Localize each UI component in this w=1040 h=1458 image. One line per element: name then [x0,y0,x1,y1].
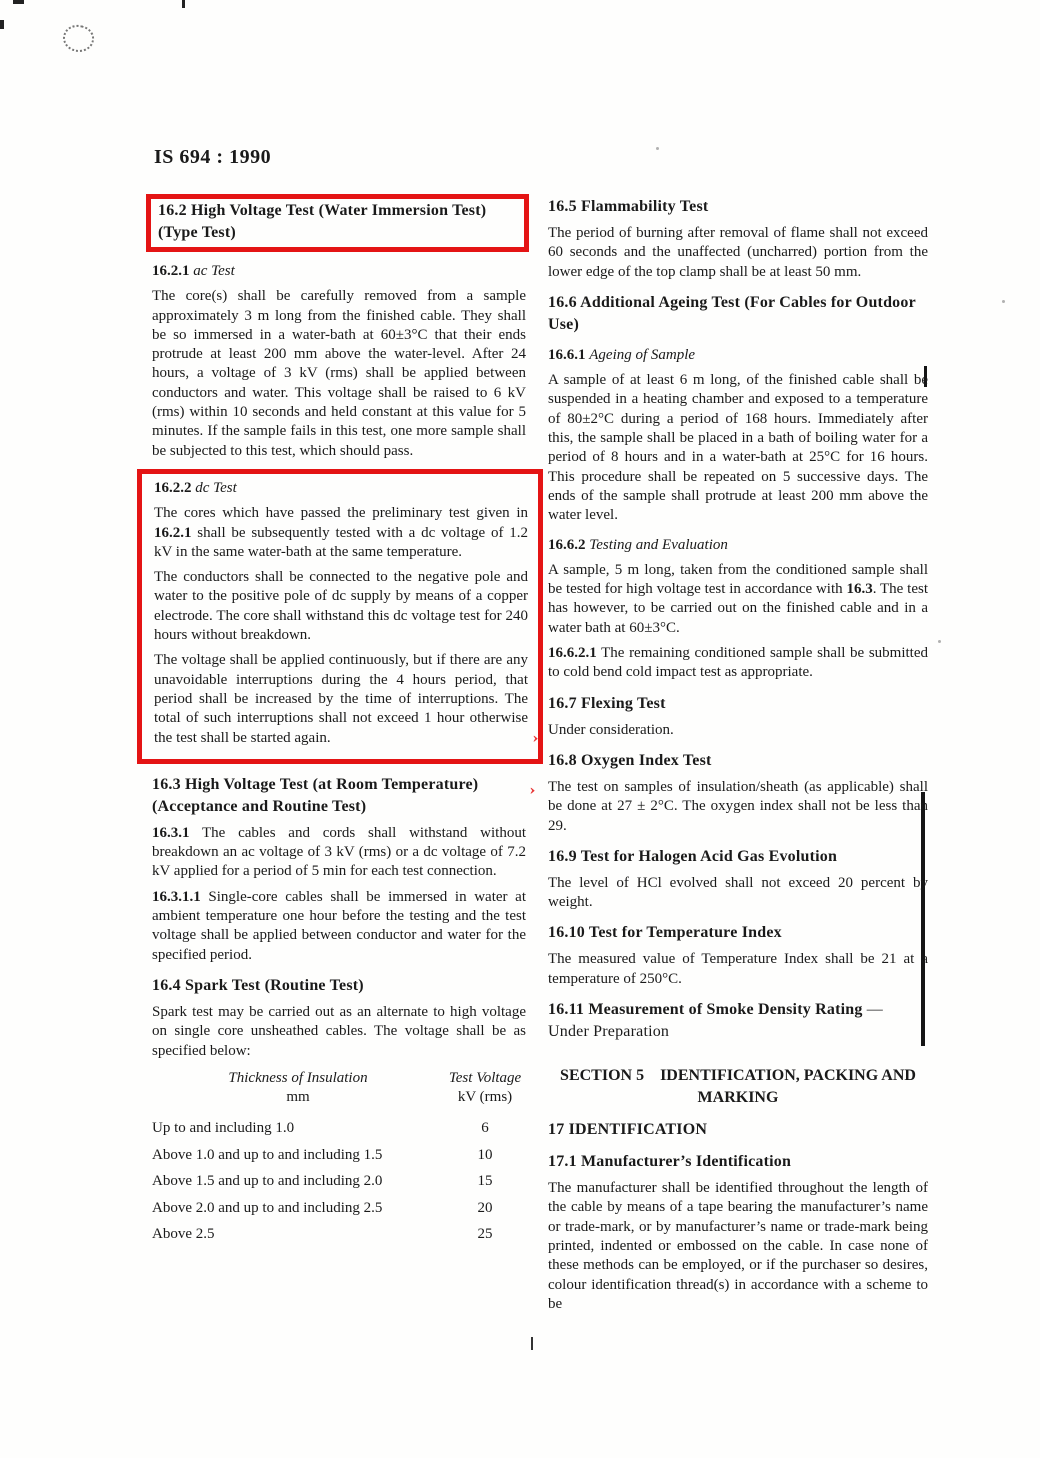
table-row [152,1115,526,1142]
highlight-box-16-2-2 [137,469,543,764]
paragraph-16-6-2 [548,561,928,638]
row-range: Up to and including 1.0 [152,1120,295,1137]
text-run: The cables and cords shall withstand without breakdown an ac voltage of 3 kV (rms) or a dc voltage of 7.2 kV applied for a period of 5 min for each test connection. [152,824,526,880]
heading-16-2-2 [154,479,528,498]
clause-number: 16.6.1 [548,346,586,363]
heading-17: 17 IDENTIFICATION [548,1121,708,1139]
heading-16-3: 16.3 High Voltage Test (at Room Temperature) (Acceptance and Routine Test) [152,775,479,815]
clause-ref: 16.3 [846,581,873,598]
row-range: Above 1.5 and up to and including 2.0 [152,1173,383,1190]
clause-number: 16.6.2 [548,536,586,553]
clause-title: dc Test [195,479,237,496]
red-pen-mark: › [532,730,539,746]
spark-test-voltage-table [152,1069,526,1248]
row-voltage: 25 [477,1226,493,1243]
scan-artifact-mark [0,20,4,29]
right-column [548,192,928,1320]
heading-16-4: 16.4 Spark Test (Routine Test) [152,976,364,994]
paragraph-16-2-2-p2: The conductors shall be connected to the negative pole and water to the positive pole of dc supply by means of a copper electrode. The core shall withstand this dc voltage test for 240 hours without breakdown. [154,569,528,644]
heading-16-2-1 [152,262,526,281]
text-run: Single-core cables shall be immersed in water at ambient temperature one hour before the testing and the test voltage shall be applied between conductor and water for the specified period. [152,888,526,963]
table-header [152,1069,526,1108]
clause-number: 16.6.2.1 [548,645,597,662]
paragraph-16-2-2-p3: The voltage shall be applied continuously, but if there are any unavoidable interruptions during the 4 hours period, that period shall be increased by the time of interruptions. The total of such interruptions shall not exceed 1 hour otherwise the test shall be started again. [154,652,528,746]
heading-normal-part: — Under Preparation [548,1001,883,1041]
paragraph-16-10: The measured value of Temperature Index shall be 21 at a temperature of 250°C. [548,951,928,987]
heading-16-6-2 [548,536,928,555]
clause-title: Ageing of Sample [589,346,696,363]
paragraph-16-3-1 [152,824,526,882]
paragraph-16-2-1: The core(s) shall be carefully removed from a sample approximately 3 m long from the finished cable. They shall be so immersed in a water-bath at 60±3°C that their ends protrude at least 200 mm above the water-level. After 24 hours, a voltage of 3 kV (rms) shall be applied between conductors and water. This voltage shall be raised to 6 kV (rms) within 10 seconds and held constant at this value for 5 minutes. If the sample fails in this test, one more sample shall be subjected to this test, which should pass. [152,288,526,459]
text-run: The cores which have passed the preliminary test given in [154,505,528,522]
paragraph-16-2-2-p1 [154,504,528,562]
scan-speck [938,640,941,643]
scan-artifact-mark [182,0,185,8]
left-column [152,192,526,1248]
heading-16-6-1 [548,346,928,365]
paragraph-16-3-1-1 [152,888,526,965]
heading-16-9: 16.9 Test for Halogen Acid Gas Evolution [548,847,838,865]
table-row [152,1195,526,1222]
scan-speck [656,147,659,150]
paragraph-16-4: Spark test may be carried out as an alternate to high voltage on single core unsheathed cables. The voltage shall be as specified below: [152,1003,526,1059]
clause-number: 16.2.2 [154,479,192,496]
row-voltage: 20 [477,1199,493,1216]
column-unit: mm [286,1089,310,1106]
clause-title: Testing and Evaluation [589,536,728,553]
heading-16-11 [548,999,928,1043]
column-title: Thickness of Insulation [228,1069,368,1086]
red-pen-mark: › [529,782,536,798]
paragraph-16-7: Under consideration. [548,721,674,738]
row-range: Above 2.0 and up to and including 2.5 [152,1199,383,1216]
section-label: SECTION 5 [560,1067,645,1085]
paragraph-16-6-1: A sample of at least 6 m long, of the finished cable shall be suspended in a heating chamber and exposed to a temperature of 80±2°C during a period of 168 hours. Immediately after this, the sample shall be placed in a bath of boiling water for a period of 8 hours and in a water-bath at 25°C for 16 hours. This procedure shall be repeated on 5 successive days. The ends of the sample shall protrude at least 200 mm above the water level. [548,372,928,524]
paragraph-17-1: The manufacturer shall be identified throughout the length of the cable by means of a tape bearing the manufacturer’s name or trade-mark, or by manufacturer’s name or trade-mark being printed, indented or embossed on the cable. In case none of these methods can be employed, or if the purchaser so desires, colour identification thread(s) in accordance with a scheme to be [548,1180,928,1312]
highlight-box-16-2 [146,194,529,252]
heading-16-10: 16.10 Test for Temperature Index [548,924,782,942]
table-header-voltage [444,1069,526,1108]
text-run: . The test has however, to be carried out on the finished cable and in a water bath at 60±3°C. [548,581,928,636]
heading-bold-part: 16.11 Measurement of Smoke Density Rating [548,1001,863,1019]
clause-number: 16.2.1 [152,263,190,279]
row-range: Above 1.0 and up to and including 1.5 [152,1146,383,1163]
clause-number: 16.3.1 [152,824,190,841]
scan-artifact-mark [531,1337,533,1350]
scan-artifact-mark [13,0,24,4]
row-range: Above 2.5 [152,1226,215,1243]
section-title: IDENTIFICATION, PACKING AND MARKING [660,1067,916,1107]
row-voltage: 6 [481,1120,489,1137]
heading-16-6: 16.6 Additional Ageing Test (For Cables for Outdoor Use) [548,293,916,333]
paragraph-16-8: The test on samples of insulation/sheath (as applicable) shall be done at 27 ± 2°C. The oxygen index shall not be less than 29. [548,778,928,834]
paragraph-16-9: The level of HCl evolved shall not exceed 20 percent by weight. [548,874,928,911]
paragraph-16-6-2-1 [548,644,928,683]
text-run: shall be subsequently tested with a dc voltage of 1.2 kV in the same water-bath at the same temperature. [154,524,528,560]
heading-16-2: 16.2 High Voltage Test (Water Immersion Test) (Type Test) [158,202,487,241]
document-reference: IS 694 : 1990 [154,146,272,168]
scan-speck [1002,300,1005,303]
column-title: Test Voltage [448,1069,522,1086]
heading-16-8: 16.8 Oxygen Index Test [548,751,712,769]
section-5-heading [548,1065,928,1109]
paragraph-16-5: The period of burning after removal of flame shall not exceed 60 seconds and the unaffected (uncharred) portion from the lower edge of the top clamp shall be at least 50 mm. [548,225,928,280]
table-header-thickness [152,1069,444,1108]
column-unit: kV (rms) [457,1089,513,1106]
table-row [152,1142,526,1169]
clause-ref: 16.2.1 [154,524,192,541]
text-run: A sample, 5 m long, taken from the conditioned sample shall be tested for high voltage test in accordance with [548,561,928,598]
clause-title: ac Test [193,263,235,279]
heading-16-7: 16.7 Flexing Test [548,694,666,712]
row-voltage: 10 [477,1146,493,1163]
clause-number: 16.3.1.1 [152,888,201,905]
row-voltage: 15 [477,1173,493,1190]
table-row [152,1168,526,1195]
ink-smudge-circle [60,22,97,56]
text-run: The remaining conditioned sample shall be submitted to cold bend cold impact test as appropriate. [548,645,928,681]
heading-16-5: 16.5 Flammability Test [548,198,709,215]
table-row [152,1221,526,1248]
heading-17-1: 17.1 Manufacturer’s Identification [548,1153,792,1171]
